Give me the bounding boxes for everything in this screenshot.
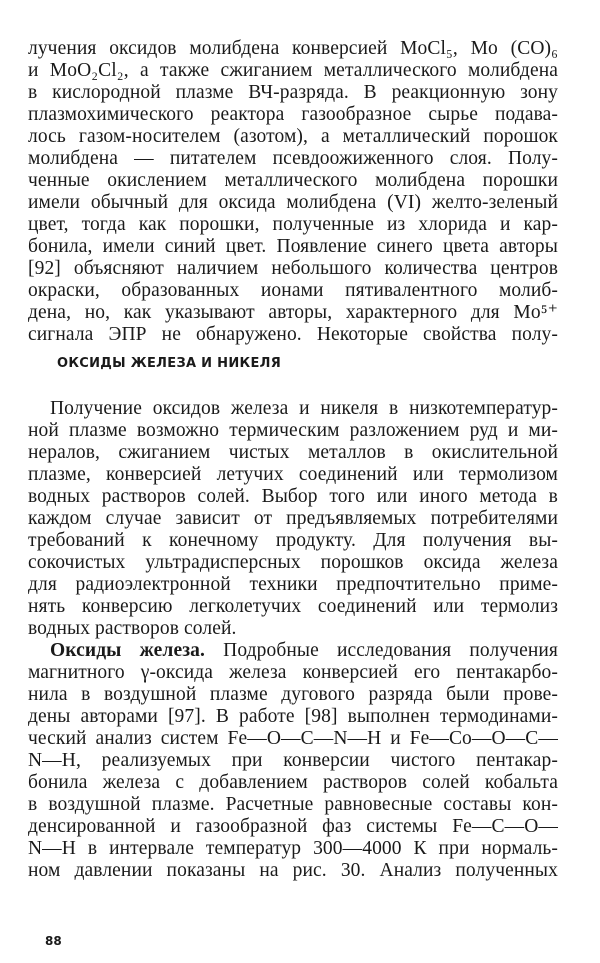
text-line: плазме, конверсией летучих соединений или термолизом xyxy=(28,464,558,485)
text-line: молибдена — питателем псевдоожиженного слоя. Полу- xyxy=(28,148,558,169)
section-heading: ОКСИДЫ ЖЕЛЕЗА И НИКЕЛЯ xyxy=(57,356,282,371)
text-line: водных растворов солей. Выбор того или иного метода в xyxy=(28,486,558,507)
text-line: магнитного γ-оксида железа конверсией его пентакарбо- xyxy=(28,662,558,683)
text-line: водных растворов солей. xyxy=(28,618,237,639)
text-line xyxy=(50,640,558,662)
text-line: требований к конечному продукту. Для получения вы- xyxy=(28,530,558,551)
text-line: ченные окислением металлического молибдена порошки xyxy=(28,170,558,191)
text-line: плазмохимического реактора газообразное сырье подава- xyxy=(28,104,558,125)
run-in-heading: Оксиды железа. xyxy=(50,640,205,661)
text-line: Получение оксидов железа и никеля в низкотемператур- xyxy=(50,398,558,419)
text-line: окраски, образованных ионами пятивалентного молиб- xyxy=(28,280,558,301)
text-line: бонила, имели синий цвет. Появление синего цвета авторы xyxy=(28,236,558,257)
text-line: нила в воздушной плазме дугового разряда были прове- xyxy=(28,684,558,705)
text-line: каждом случае зависит от предъявляемых потребителями xyxy=(28,508,558,529)
text-line: для радиоэлектронной техники предпочтительно приме- xyxy=(28,574,558,595)
text-line: дены авторами [97]. В работе [98] выполнен термодинами- xyxy=(28,706,558,727)
text-line: денсированной и газообразной фаз системы Fe—C—O— xyxy=(28,816,558,837)
text-line: в кислородной плазме ВЧ-разряда. В реакционную зону xyxy=(28,82,558,103)
text-line: в воздушной плазме. Расчетные равновесные составы кон- xyxy=(28,794,558,815)
text-line: ном давлении показаны на рис. 30. Анализ полученных xyxy=(28,860,558,881)
text-line: N—H, реализуемых при конверсии чистого пентакар- xyxy=(28,750,558,771)
text-line: нералов, сжиганием чистых металлов в окислительной xyxy=(28,442,558,463)
text-line: бонила железа с добавлением растворов солей кобальта xyxy=(28,772,558,793)
text-line: ческий анализ систем Fe—O—C—N—H и Fe—Co—O—C— xyxy=(28,728,558,749)
text-line: сигнала ЭПР не обнаружено. Некоторые свойства полу- xyxy=(28,324,558,345)
text-line: имели обычный для оксида молибдена (VI) желто-зеленый xyxy=(28,192,558,213)
text-line: и MoO₂Cl₂, а также сжиганием металлического молибдена xyxy=(28,60,558,81)
text-line: ной плазме возможно термическим разложением руд и ми- xyxy=(28,420,558,441)
text-line: нять конверсию легколетучих соединений или термолиз xyxy=(28,596,558,617)
text-line: лучения оксидов молибдена конверсией MoCl₅, Mo (CO)₆ xyxy=(28,38,558,59)
text-line: дена, но, как указывают авторы, характерного для Mo⁵⁺ xyxy=(28,302,558,323)
text-span: Подробные исследования получения xyxy=(223,640,558,661)
page-number: 88 xyxy=(45,934,62,948)
text-line: сокочистых ультрадисперсных порошков оксида железа xyxy=(28,552,558,573)
text-line: лось газом-носителем (азотом), а металлический порошок xyxy=(28,126,558,147)
text-line: цвет, тогда как порошки, полученные из хлорида и кар- xyxy=(28,214,558,235)
text-line: [92] объясняют наличием небольшого количества центров xyxy=(28,258,558,279)
text-line: N—H в интервале температур 300—4000 К при нормаль- xyxy=(28,838,558,859)
